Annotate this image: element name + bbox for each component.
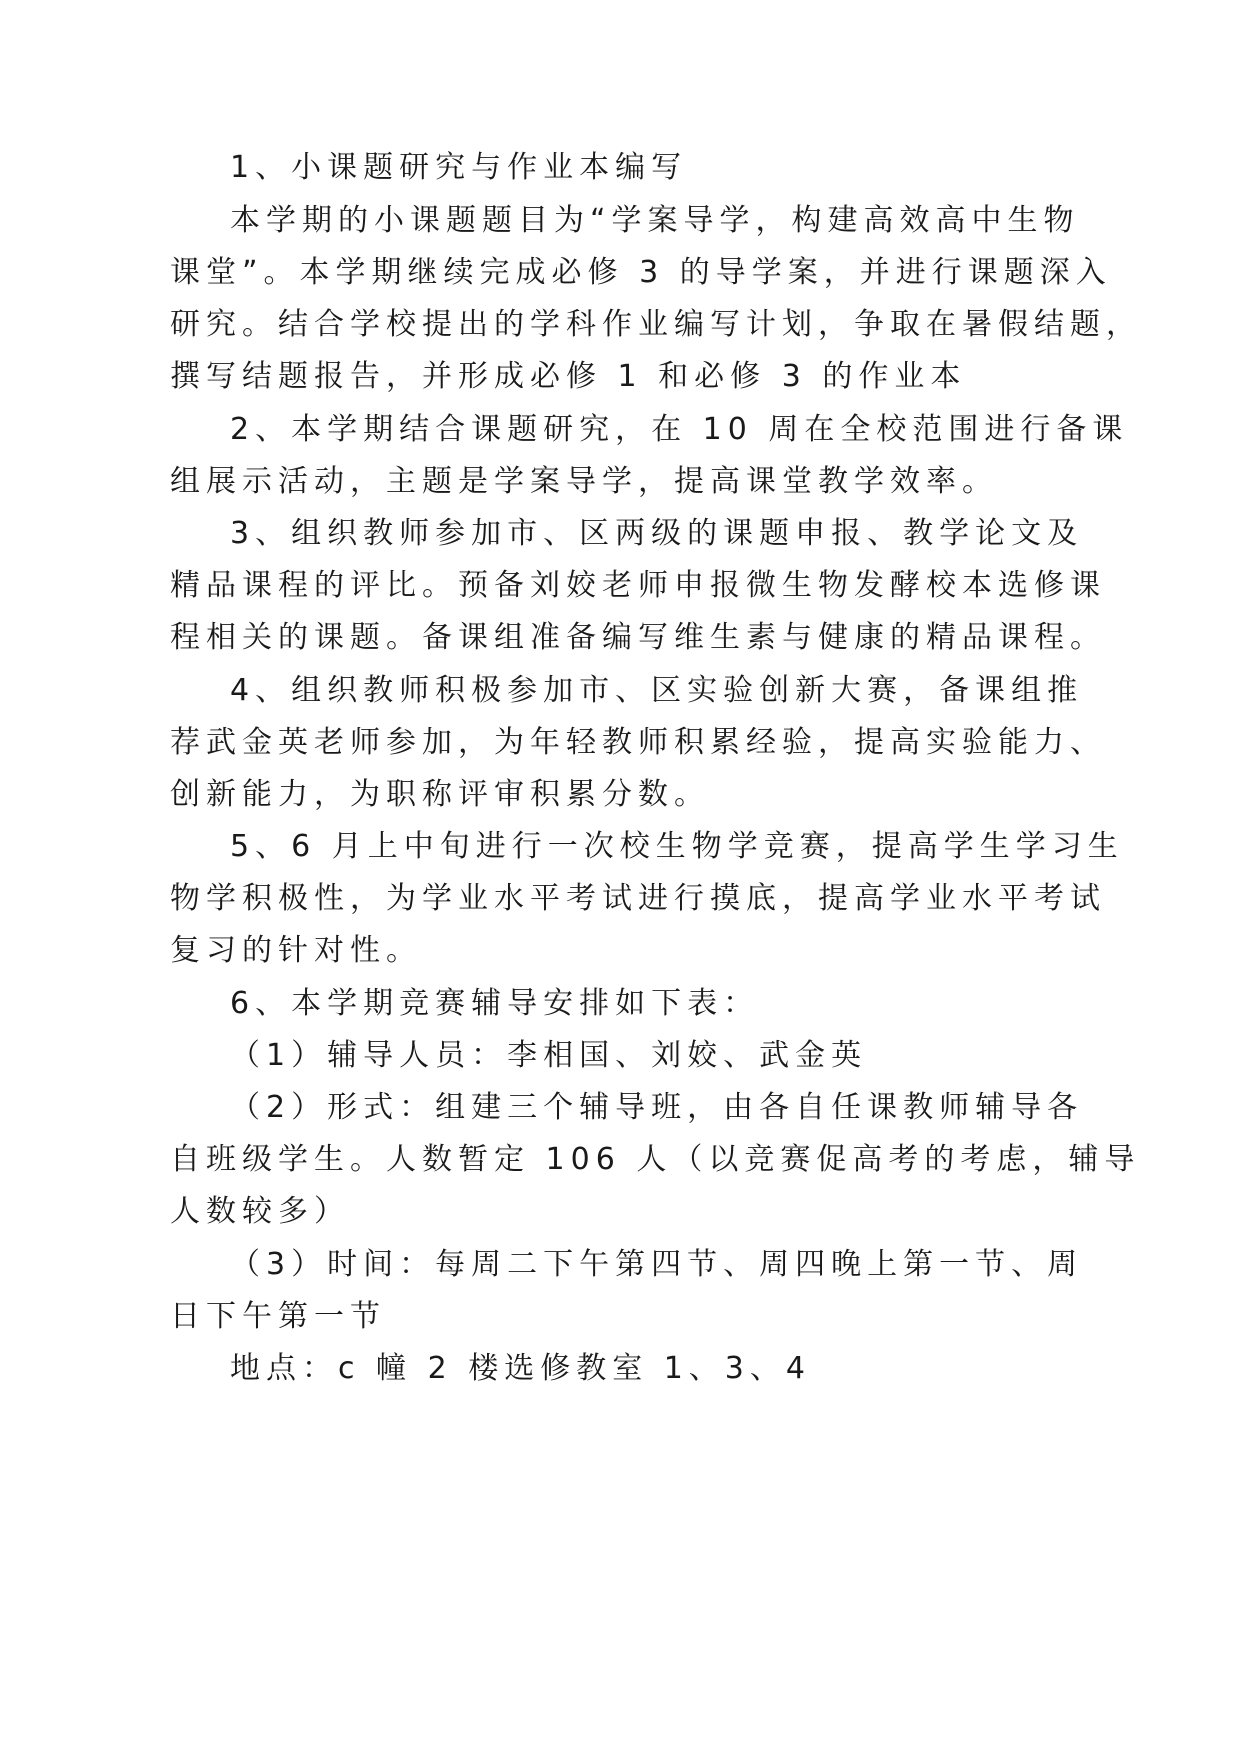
paragraph-line: 程相关的课题。备课组准备编写维生素与健康的精品课程。 (170, 620, 1106, 655)
paragraph-line: 撰写结题报告，并形成必修 1 和必修 3 的作业本 (170, 359, 967, 394)
paragraph-line: 人数较多） (170, 1194, 350, 1229)
paragraph-line: 4、组织教师积极参加市、区实验创新大赛，备课组推 (230, 673, 1084, 708)
paragraph-line: 荐武金英老师参加，为年轻教师积累经验，提高实验能力、 (170, 725, 1106, 760)
paragraph-line: 2、本学期结合课题研究，在 10 周在全校范围进行备课 (230, 412, 1129, 447)
paragraph-line: 精品课程的评比。预备刘姣老师申报微生物发酵校本选修课 (170, 568, 1106, 603)
paragraph-line: （1）辅导人员：李相国、刘姣、武金英 (230, 1038, 868, 1073)
paragraph-line: 研究。结合学校提出的学科作业编写计划，争取在暑假结题， (170, 307, 1142, 342)
paragraph-line: 物学积极性，为学业水平考试进行摸底，提高学业水平考试 (170, 881, 1106, 916)
paragraph-line: 课堂”。本学期继续完成必修 3 的导学案，并进行课题深入 (170, 255, 1112, 290)
paragraph-line: （2）形式：组建三个辅导班，由各自任课教师辅导各 (230, 1090, 1084, 1125)
paragraph-line: （3）时间：每周二下午第四节、周四晚上第一节、周 (230, 1247, 1084, 1282)
paragraph-line: 组展示活动，主题是学案导学，提高课堂教学效率。 (170, 464, 998, 499)
paragraph-line: 本学期的小课题题目为“学案导学，构建高效高中生物 (230, 203, 1080, 238)
paragraph-line: 6、本学期竞赛辅导安排如下表： (230, 986, 760, 1021)
paragraph-line: 地点：c 幢 2 楼选修教室 1、3、4 (230, 1351, 811, 1386)
heading-item-1: 1、小课题研究与作业本编写 (230, 150, 688, 185)
paragraph-line: 日下午第一节 (170, 1299, 386, 1334)
paragraph-line: 3、组织教师参加市、区两级的课题申报、教学论文及 (230, 516, 1084, 551)
paragraph-line: 复习的针对性。 (170, 933, 422, 968)
paragraph-line: 5、6 月上中旬进行一次校生物学竞赛，提高学生学习生 (230, 829, 1124, 864)
paragraph-line: 创新能力，为职称评审积累分数。 (170, 777, 710, 812)
paragraph-line: 自班级学生。人数暂定 106 人（以竞赛促高考的考虑，辅导 (170, 1142, 1141, 1177)
